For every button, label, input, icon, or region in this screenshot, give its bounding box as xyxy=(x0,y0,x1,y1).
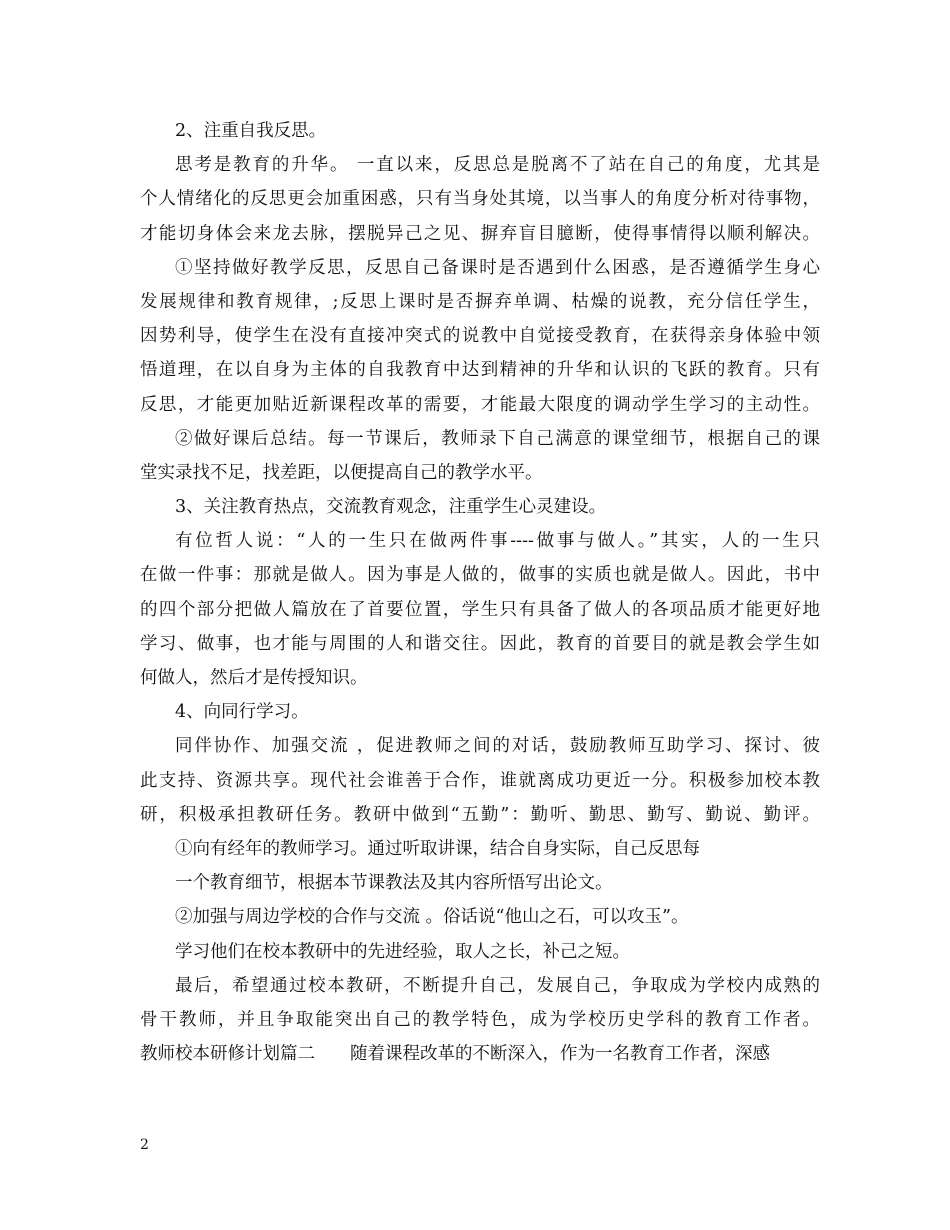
paragraph-line: 悟道理，在以自身为主体的自我教育中达到精神的升华和认识的飞跃的教育。只有 xyxy=(140,360,820,381)
paragraph-line: 此支持、资源共享。现代社会谁善于合作，谁就离成功更近一分。积极参加校本教 xyxy=(140,770,820,791)
paragraph-line: 个人情绪化的反思更会加重困惑，只有当身处其境，以当事人的角度分析对待事物， xyxy=(140,189,820,210)
paragraph-line: ②做好课后总结。每一节课后，教师录下自己满意的课堂细节，根据自己的课 xyxy=(175,428,820,449)
section-heading: 3、关注教育热点，交流教育观念，注重学生心灵建设。 xyxy=(175,497,607,518)
paragraph-line: 最后，希望通过校本教研，不断提升自己，发展自己，争取成为学校内成熟的 xyxy=(175,975,820,996)
paragraph-line: ②加强与周边学校的合作与交流 。俗话说“他山之石，可以攻玉”。 xyxy=(175,907,689,928)
section-heading: 2、注重自我反思。 xyxy=(175,121,327,141)
paragraph-line: 因势利导，使学生在没有直接冲突式的说教中自觉接受教育，在获得亲身体验中领 xyxy=(140,326,820,347)
paragraph-line: 的四个部分把做人篇放在了首要位置，学生只有具备了做人的各项品质才能更好地 xyxy=(140,599,820,620)
paragraph-line: 同伴协作、加强交流 ，促进教师之间的对话，鼓励教师互助学习、探讨、彼 xyxy=(175,736,820,757)
paragraph-line: 研，积极承担教研任务。教研中做到“五勤”：勤听、勤思、勤写、勤说、勤评。 xyxy=(140,804,820,825)
paragraph-line: ①坚持做好教学反思，反思自己备课时是否遇到什么困惑，是否遵循学生身心 xyxy=(175,257,820,278)
paragraph-line: 学习他们在校本教研中的先进经验，取人之长，补己之短。 xyxy=(175,941,630,962)
paragraph-line: 发展规律和教育规律，;反思上课时是否摒弃单调、枯燥的说教，充分信任学生， xyxy=(140,291,820,312)
paragraph-line: 一个教育细节，根据本节课教法及其内容所悟写出论文。 xyxy=(175,873,613,894)
paragraph-line: 反思，才能更加贴近新课程改革的需要，才能最大限度的调动学生学习的主动性。 xyxy=(140,394,820,415)
paragraph-line: 在做一件事：那就是做人。因为事是人做的，做事的实质也就是做人。因此，书中 xyxy=(140,565,820,586)
paragraph-line: 教师校本研修计划篇二 随着课程改革的不断深入，作为一名教育工作者，深感 xyxy=(140,1044,770,1065)
paragraph-line: 堂实录找不足，找差距，以便提高自己的教学水平。 xyxy=(140,462,543,483)
section-heading: 4、向同行学习。 xyxy=(175,702,309,723)
paragraph-line: 何做人，然后才是传授知识。 xyxy=(140,668,368,688)
page-number: 2 xyxy=(140,1137,149,1153)
paragraph-line: ①向有经年的教师学习。通过听取讲课，结合自身实际，自己反思每 xyxy=(175,838,700,859)
paragraph-line: 学习、做事，也才能与周围的人和谐交往。因此，教育的首要目的就是教会学生如 xyxy=(140,633,820,654)
paragraph-line: 才能切身体会来龙去脉，摆脱异己之见、摒弃盲目臆断，使得事情得以顺利解决。 xyxy=(140,223,820,244)
paragraph-line: 有位哲人说：“人的一生只在做两件事----做事与做人。”其实，人的一生只 xyxy=(175,531,820,552)
paragraph-line: 思考是教育的升华。 一直以来，反思总是脱离不了站在自己的角度，尤其是 xyxy=(175,155,820,176)
document-body xyxy=(140,114,820,1071)
paragraph-line: 骨干教师，并且争取能突出自己的教学特色，成为学校历史学科的教育工作者。 xyxy=(140,1009,820,1030)
